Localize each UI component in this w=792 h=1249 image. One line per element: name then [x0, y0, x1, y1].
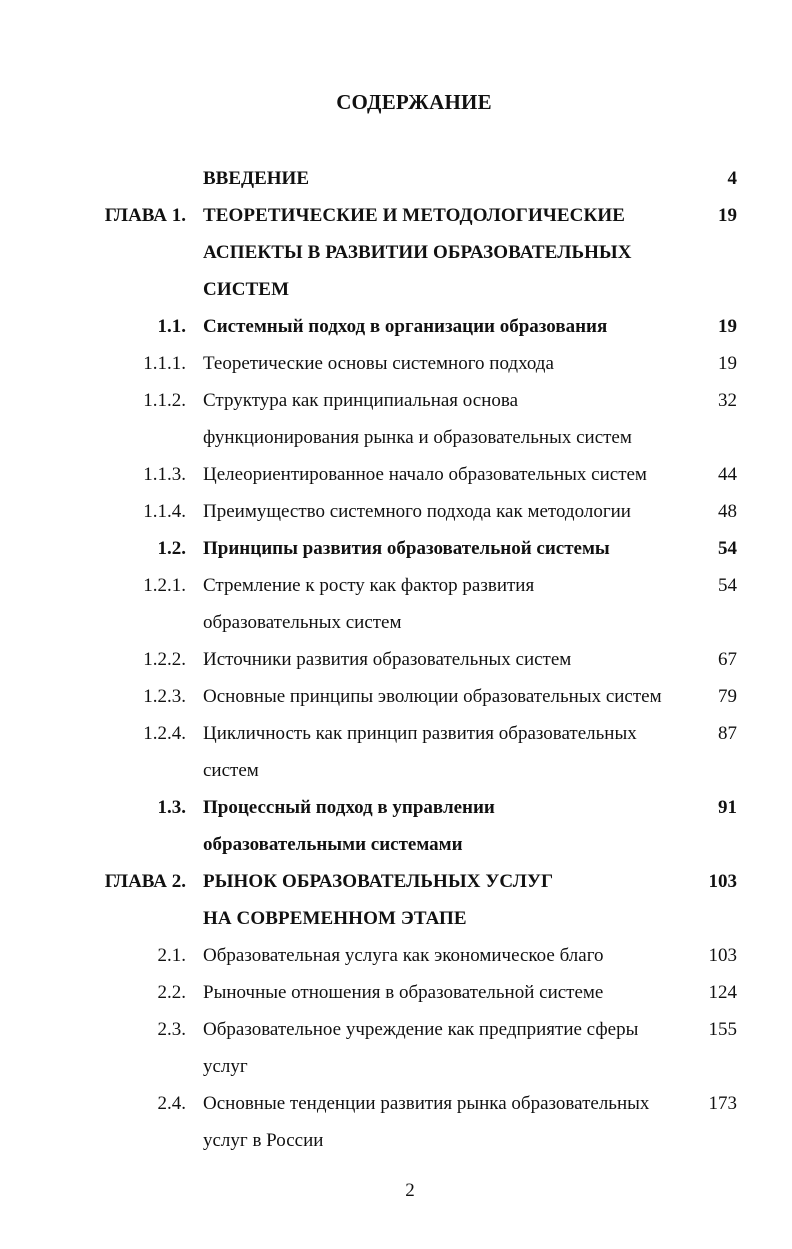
toc-entry-page: 103 — [708, 871, 737, 892]
toc-entry-title: Цикличность как принцип развития образовательных — [203, 723, 637, 744]
toc-entry-number: 2.3. — [157, 1019, 186, 1040]
toc-line — [0, 937, 792, 974]
toc-line — [0, 1122, 792, 1159]
toc-entry — [0, 789, 792, 863]
toc-entry-title: Структура как принципиальная основа — [203, 390, 519, 411]
toc-entry-title: ВВЕДЕНИЕ — [203, 168, 309, 189]
toc-entry-title: Принципы развития образовательной системы — [203, 538, 610, 559]
toc-entry-page: 44 — [718, 464, 737, 485]
toc-entry-number: 2.1. — [157, 945, 186, 966]
toc-line — [0, 900, 792, 937]
toc-entry — [0, 937, 792, 974]
toc-entry-title: Источники развития образовательных систем — [203, 649, 572, 670]
toc-entry-page: 54 — [718, 575, 737, 596]
toc-entry-page: 124 — [708, 982, 737, 1003]
toc-entry-number: 1.2.4. — [143, 723, 186, 744]
table-of-contents — [0, 160, 792, 1159]
toc-line — [0, 456, 792, 493]
toc-entry-title: Образовательное учреждение как предприятие сферы — [203, 1019, 639, 1040]
toc-entry-number: 1.2.3. — [143, 686, 186, 707]
toc-entry — [0, 678, 792, 715]
toc-entry — [0, 567, 792, 641]
toc-entry-title: Системный подход в организации образования — [203, 316, 608, 337]
toc-entry-title: образовательными системами — [203, 834, 463, 855]
toc-line — [0, 641, 792, 678]
toc-line — [0, 308, 792, 345]
toc-line — [0, 160, 792, 197]
toc-entry-title: Основные принципы эволюции образовательных систем — [203, 686, 662, 707]
toc-line — [0, 974, 792, 1011]
toc-entry — [0, 1085, 792, 1159]
toc-entry-page: 91 — [718, 797, 737, 818]
toc-line — [0, 752, 792, 789]
toc-entry-number: 2.2. — [157, 982, 186, 1003]
toc-entry-title: СИСТЕМ — [203, 279, 290, 300]
toc-entry-title: услуг — [203, 1056, 248, 1077]
toc-entry-title: Образовательная услуга как экономическое благо — [203, 945, 604, 966]
toc-entry-page: 87 — [718, 723, 737, 744]
toc-entry-page: 32 — [718, 390, 737, 411]
toc-entry-number: 1.1. — [157, 316, 186, 337]
toc-line — [0, 604, 792, 641]
toc-entry-title: РЫНОК ОБРАЗОВАТЕЛЬНЫХ УСЛУГ — [203, 871, 554, 892]
toc-line — [0, 530, 792, 567]
toc-entry-number: 1.3. — [157, 797, 186, 818]
toc-entry-page: 19 — [718, 205, 737, 226]
toc-entry — [0, 530, 792, 567]
toc-entry-page: 155 — [708, 1019, 737, 1040]
toc-entry — [0, 382, 792, 456]
toc-entry-title: Основные тенденции развития рынка образовательных — [203, 1093, 650, 1114]
toc-line — [0, 826, 792, 863]
toc-line — [0, 493, 792, 530]
toc-entry-page: 67 — [718, 649, 737, 670]
toc-entry-title: Теоретические основы системного подхода — [203, 353, 554, 374]
toc-entry — [0, 160, 792, 197]
toc-entry-title: ТЕОРЕТИЧЕСКИЕ И МЕТОДОЛОГИЧЕСКИЕ — [203, 205, 626, 226]
toc-entry — [0, 974, 792, 1011]
toc-entry-page: 103 — [708, 945, 737, 966]
toc-entry-number: 1.1.4. — [143, 501, 186, 522]
toc-line — [0, 197, 792, 234]
toc-entry-page: 54 — [718, 538, 737, 559]
toc-line — [0, 345, 792, 382]
toc-entry-number: ГЛАВА 1. — [104, 205, 186, 226]
toc-entry-page: 79 — [718, 686, 737, 707]
toc-entry — [0, 641, 792, 678]
toc-entry — [0, 197, 792, 308]
toc-entry-number: 1.2. — [157, 538, 186, 559]
toc-entry-number: 1.1.3. — [143, 464, 186, 485]
toc-entry-title: Процессный подход в управлении — [203, 797, 495, 818]
toc-line — [0, 271, 792, 308]
toc-entry-page: 4 — [727, 168, 737, 189]
page-title: СОДЕРЖАНИЕ — [336, 90, 492, 114]
toc-entry-title: АСПЕКТЫ В РАЗВИТИИ ОБРАЗОВАТЕЛЬНЫХ — [203, 242, 632, 263]
toc-line — [0, 1085, 792, 1122]
toc-entry-number: ГЛАВА 2. — [104, 871, 186, 892]
toc-entry — [0, 715, 792, 789]
toc-entry — [0, 308, 792, 345]
toc-entry-number: 1.1.1. — [143, 353, 186, 374]
toc-entry-title: Целеориентированное начало образовательных систем — [203, 464, 647, 485]
toc-entry-title: функционирования рынка и образовательных систем — [203, 427, 632, 448]
toc-entry-title: НА СОВРЕМЕННОМ ЭТАПЕ — [203, 908, 467, 929]
toc-entry — [0, 863, 792, 937]
toc-entry-title: Стремление к росту как фактор развития — [203, 575, 535, 596]
toc-line — [0, 789, 792, 826]
toc-entry-title: Рыночные отношения в образовательной системе — [203, 982, 604, 1003]
toc-entry — [0, 1011, 792, 1085]
toc-line — [0, 234, 792, 271]
toc-entry — [0, 456, 792, 493]
toc-line — [0, 419, 792, 456]
toc-line — [0, 567, 792, 604]
toc-line — [0, 863, 792, 900]
toc-entry-page: 19 — [718, 316, 737, 337]
toc-line — [0, 1048, 792, 1085]
toc-entry-number: 1.1.2. — [143, 390, 186, 411]
page-number: 2 — [405, 1180, 415, 1201]
toc-line — [0, 715, 792, 752]
toc-entry-page: 19 — [718, 353, 737, 374]
toc-entry-title: услуг в России — [203, 1130, 324, 1151]
toc-entry — [0, 493, 792, 530]
toc-entry-number: 1.2.2. — [143, 649, 186, 670]
toc-entry-page: 173 — [708, 1093, 737, 1114]
toc-entry — [0, 345, 792, 382]
toc-line — [0, 1011, 792, 1048]
toc-line — [0, 678, 792, 715]
toc-entry-number: 1.2.1. — [143, 575, 186, 596]
toc-entry-title: образовательных систем — [203, 612, 402, 633]
toc-line — [0, 382, 792, 419]
toc-entry-title: Преимущество системного подхода как методологии — [203, 501, 631, 522]
toc-entry-title: систем — [203, 760, 259, 781]
toc-entry-number: 2.4. — [157, 1093, 186, 1114]
toc-entry-page: 48 — [718, 501, 737, 522]
